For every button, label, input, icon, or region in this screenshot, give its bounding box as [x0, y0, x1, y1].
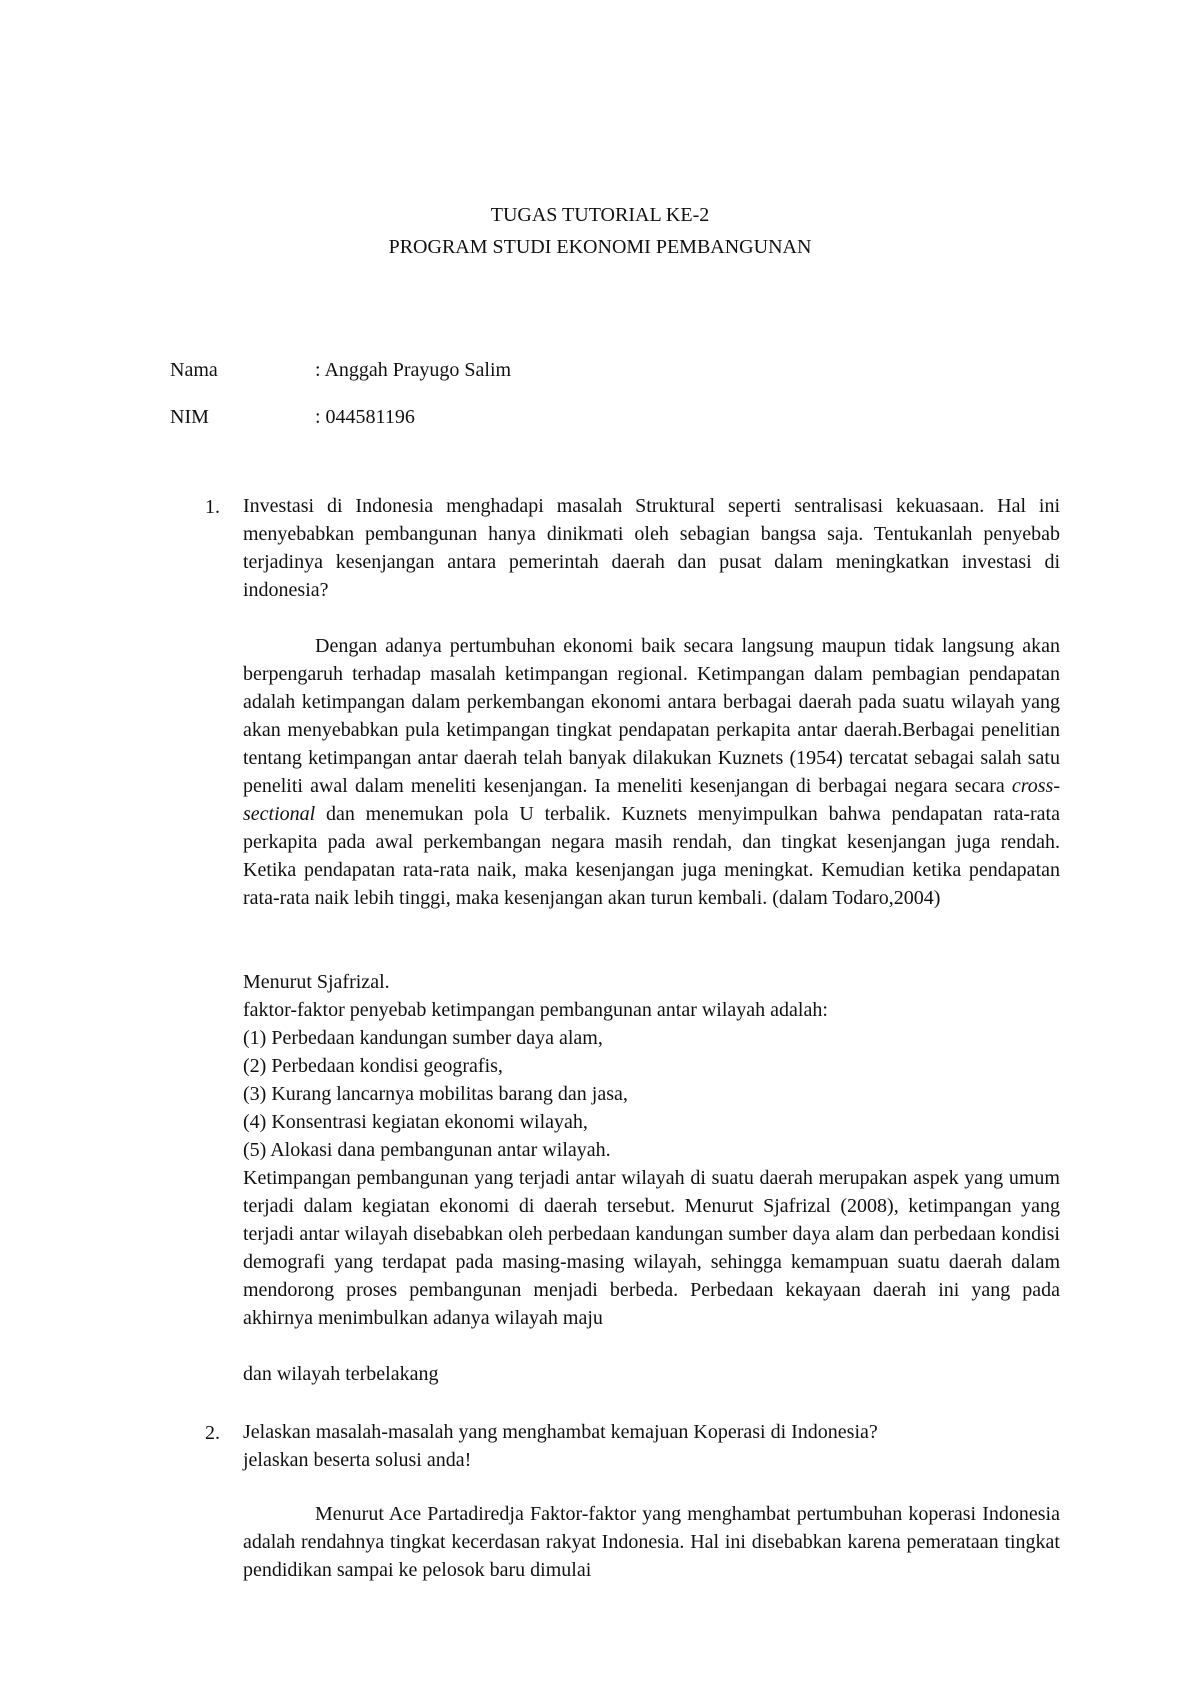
- name-value: : Anggah Prayugo Salim: [315, 359, 512, 381]
- nim-label: NIM: [170, 406, 209, 428]
- question-2-text: [243, 1418, 1060, 1474]
- factor-item: (5) Alokasi dana pembangunan antar wilayah.: [243, 1139, 611, 1161]
- answer-1-paragraph-2-last-line: dan wilayah terbelakang: [243, 1363, 439, 1385]
- document-title-line-2: PROGRAM STUDI EKONOMI PEMBANGUNAN: [388, 236, 812, 258]
- answer-2-paragraph-1: Menurut Ace Partadiredja Faktor-faktor yang menghambat pertumbuhan koperasi Indonesia adalah rendahnya tingkat kecerdasan rakyat Indonesia. Hal ini disebabkan karena pemerataan tingkat pendidikan sampai ke pelosok baru dimulai: [243, 1503, 1060, 1581]
- nim-value: : 044581196: [315, 406, 415, 428]
- name-label: Nama: [170, 359, 218, 381]
- question-1-text: Investasi di Indonesia menghadapi masalah Struktural seperti sentralisasi kekuasaan. Hal ini menyebabkan pembangunan hanya dinikmati oleh sebagian bangsa saja. Tentukanlah penyebab terjadinya kesenjangan antara pemerintah daerah dan pusat dalam meningkatkan investasi di indonesia?: [243, 495, 1060, 601]
- factor-item: (4) Konsentrasi kegiatan ekonomi wilayah,: [243, 1111, 588, 1133]
- answer-1-factors-intro: faktor-faktor penyebab ketimpangan pembangunan antar wilayah adalah:: [243, 999, 828, 1021]
- answer-1-text-b: dan menemukan pola U terbalik. Kuznets menyimpulkan bahwa pendapatan rata-rata perkapita pada awal perkembangan negara masih rendah, dan tingkat kesenjangan juga rendah. Ketika pendapatan rata-rata naik, maka kesenjangan juga meningkat. Kemudian ketika pendapatan rata-rata naik lebih tinggi, maka kesenjangan akan turun kembali. (dalam Todaro,2004): [243, 803, 1060, 909]
- factor-item: (3) Kurang lancarnya mobilitas barang dan jasa,: [243, 1083, 628, 1105]
- answer-1-italic-term: cross-sectional: [243, 775, 1060, 825]
- answer-1-text-a: Dengan adanya pertumbuhan ekonomi baik secara langsung maupun tidak langsung akan berpengaruh terhadap masalah ketimpangan regional. Ketimpangan dalam pembagian pendapatan adalah ketimpangan dalam perkembangan ekonomi antara berbagai daerah pada suatu wilayah yang akan menyebabkan pula ketimpangan tingkat pendapatan perkapita antar daerah.Berbagai penelitian tentang ketimpangan antar daerah telah banyak dilakukan Kuznets (1954) tercatat sebagai salah satu peneliti awal dalam meneliti kesenjangan. Ia meneliti kesenjangan di berbagai negara secara: [243, 635, 1060, 797]
- factor-item: (1) Perbedaan kandungan sumber daya alam,: [243, 1027, 603, 1049]
- answer-1-menurut-line: Menurut Sjafrizal.: [243, 971, 390, 993]
- document-title-line-1: TUGAS TUTORIAL KE-2: [490, 204, 710, 226]
- factor-item: (2) Perbedaan kondisi geografis,: [243, 1055, 503, 1077]
- answer-1-paragraph-2: Ketimpangan pembangunan yang terjadi antar wilayah di suatu daerah merupakan aspek yang umum terjadi dalam kegiatan ekonomi di daerah tersebut. Menurut Sjafrizal (2008), ketimpangan yang terjadi antar wilayah disebabkan oleh perbedaan kandungan sumber daya alam dan perbedaan kondisi demografi yang terdapat pada masing-masing wilayah, sehingga kemampuan suatu daerah dalam mendorong proses pembangunan menjadi berbeda. Perbedaan kekayaan daerah ini yang pada akhirnya menimbulkan adanya wilayah maju: [243, 1167, 1060, 1329]
- question-2-line-2: jelaskan beserta solusi anda!: [243, 1449, 472, 1471]
- question-2-number: 2.: [205, 1422, 220, 1444]
- answer-1-paragraph-1: [243, 632, 1060, 912]
- question-1-number: 1.: [205, 496, 220, 518]
- question-2-line-1: Jelaskan masalah-masalah yang menghambat kemajuan Koperasi di Indonesia?: [243, 1421, 878, 1443]
- answer-1-list-block: [243, 968, 1060, 1164]
